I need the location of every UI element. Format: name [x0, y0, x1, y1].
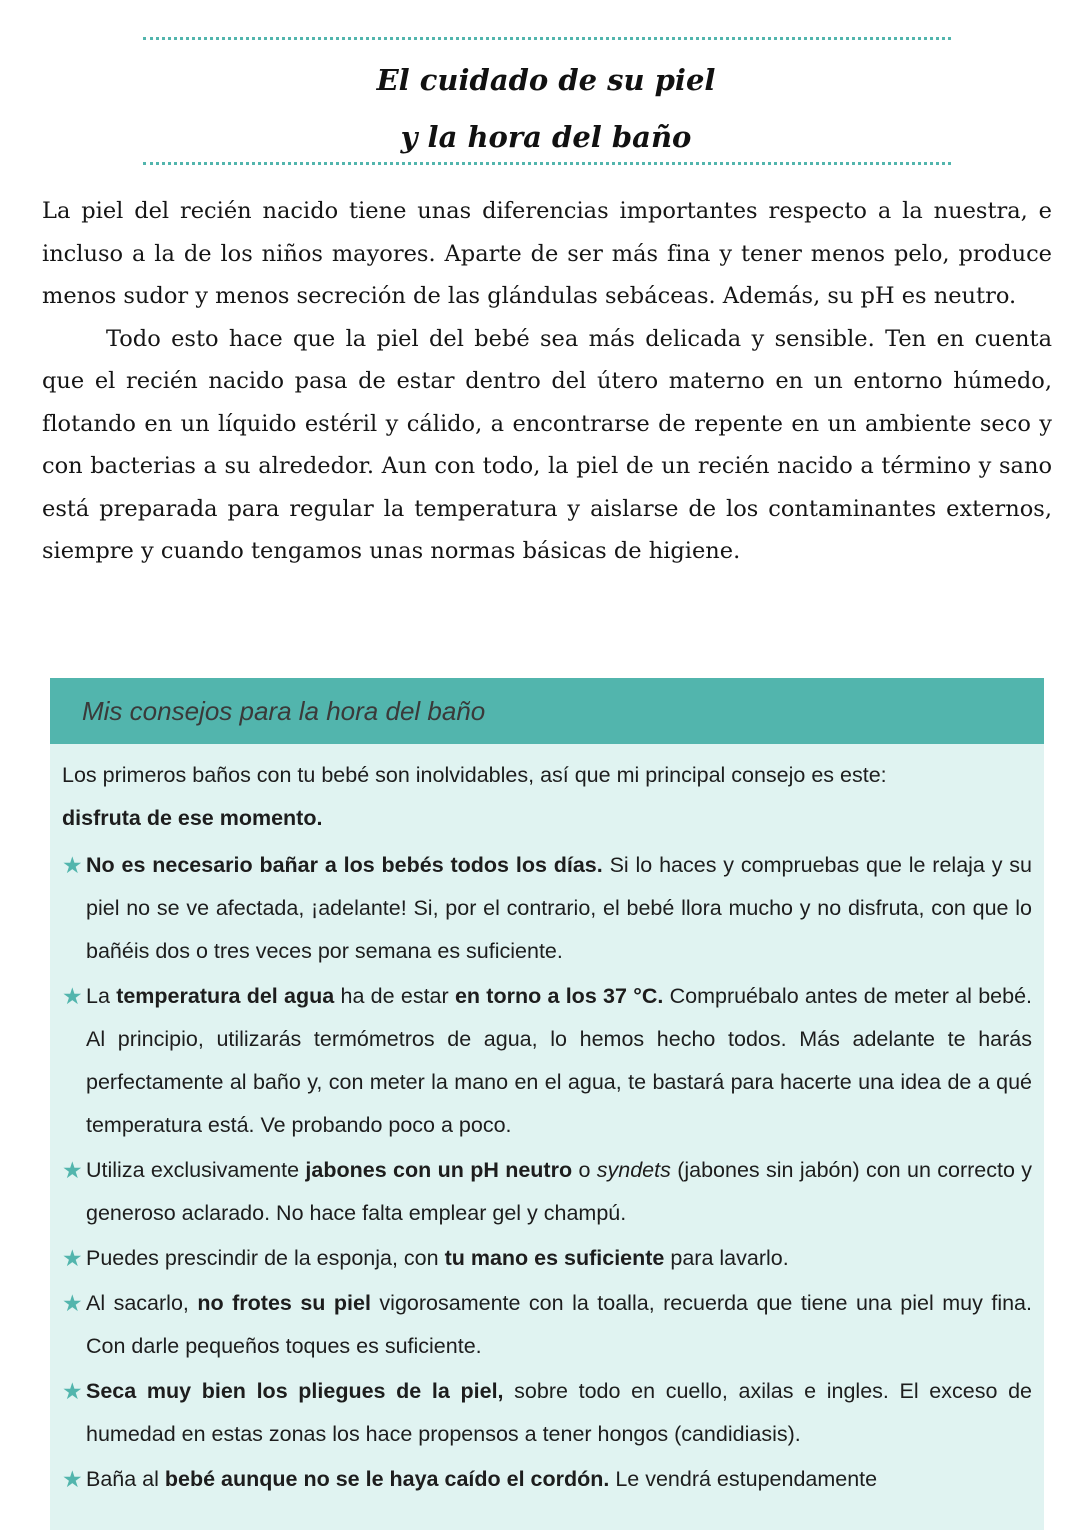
title-line-2: y la hora del baño [400, 120, 692, 154]
star-icon: ★ [62, 1245, 83, 1271]
star-icon: ★ [62, 1378, 83, 1404]
tips-heading: Mis consejos para la hora del baño [50, 678, 1044, 744]
tip-bold: temperatura del agua [116, 984, 335, 1008]
tip-text: Si lo haces y compruebas que le relaja y su piel no se ve afectada, ¡adelante! Si, por el contrario, el bebé llora mucho y no disfruta, con que lo bañéis dos o tres veces por semana es suficiente. [86, 853, 1033, 963]
tip-text: o [572, 1158, 597, 1182]
tip-text: Baña al [86, 1467, 165, 1491]
tip-italic: syndets [596, 1158, 671, 1182]
tip-text: sobre todo en cuello, axilas e ingles. El exceso de humedad en estas zonas los hace propensos a tener hongos (candidiasis). [86, 1379, 1033, 1446]
title-top-dotted-rule [143, 37, 951, 40]
tip-bold: no frotes su piel [197, 1291, 371, 1315]
tips-content [50, 744, 1044, 1501]
tips-intro-text: Los primeros baños con tu bebé son inolvidables, así que mi principal consejo es este: [62, 763, 887, 787]
tips-intro-bold: disfruta de ese momento. [62, 806, 323, 830]
tip-item [62, 975, 1032, 1147]
body-paragraph-2: Todo esto hace que la piel del bebé sea más delicada y sensible. Ten en cuenta que el recién nacido pasa de estar dentro del útero materno en un entorno húmedo, flotando en un líquido estéril y cálido, a encontrarse de repente en un ambiente seco y con bacterias a su alrededor. Aun con todo, la piel de un recién nacido a término y sano está preparada para regular la temperatura y aislarse de los contaminantes externos, siempre y cuando tengamos unas normas básicas de higiene. [42, 325, 1052, 564]
tip-bold: en torno a los 37 °C. [454, 984, 664, 1008]
tip-text: Compruébalo antes de meter al bebé. Al principio, utilizarás termómetros de agua, lo hemos hecho todos. Más adelante te harás perfectamente al baño y, con meter la mano en el agua, te bastará para hacerte una idea de a qué temperatura está. Ve probando poco a poco. [86, 984, 1033, 1137]
star-icon: ★ [62, 983, 83, 1009]
tip-text: Puedes prescindir de la esponja, con [86, 1246, 445, 1270]
tip-item [62, 1458, 1032, 1501]
article-body [42, 190, 1052, 573]
tip-item [62, 1237, 1032, 1280]
tip-text: ha de estar [334, 984, 455, 1008]
tip-text: (jabones sin jabón) con un correcto y generoso aclarado. No hace falta emplear gel y champú. [86, 1158, 1033, 1225]
tip-text: Utiliza exclusivamente [86, 1158, 306, 1182]
tip-text: Le vendrá estupendamente [609, 1467, 878, 1491]
tip-text: para lavarlo. [664, 1246, 789, 1270]
tip-text: vigorosamente con la toalla, recuerda que tiene una piel muy fina. Con darle pequeños toques es suficiente. [86, 1291, 1032, 1358]
tip-item [62, 844, 1032, 973]
title-bottom-dotted-rule [143, 162, 951, 165]
tip-item [62, 1282, 1032, 1368]
tips-intro [62, 754, 1032, 840]
bath-tips-box [50, 678, 1044, 1530]
tip-bold: Seca muy bien los pliegues de la piel, [86, 1379, 504, 1403]
tip-text: La [86, 984, 117, 1008]
tip-bold: jabones con un pH neutro [305, 1158, 573, 1182]
tip-item [62, 1370, 1032, 1456]
star-icon: ★ [62, 1290, 83, 1316]
tip-bold: No es necesario bañar a los bebés todos los días. [86, 853, 603, 877]
title-line-1: El cuidado de su piel [376, 63, 716, 97]
page-title [0, 52, 1092, 166]
tip-item [62, 1149, 1032, 1235]
tip-text: Al sacarlo, [86, 1291, 198, 1315]
star-icon: ★ [62, 1157, 83, 1183]
tip-bold: bebé aunque no se le haya caído el cordón. [164, 1467, 610, 1491]
tip-bold: tu mano es suficiente [444, 1246, 665, 1270]
body-paragraph-1: La piel del recién nacido tiene unas diferencias importantes respecto a la nuestra, e incluso a la de los niños mayores. Aparte de ser más fina y tener menos pelo, produce menos sudor y menos secreción de las glándulas sebáceas. Además, su pH es neutro. [42, 198, 1052, 309]
star-icon: ★ [62, 1466, 83, 1492]
star-icon: ★ [62, 852, 83, 878]
